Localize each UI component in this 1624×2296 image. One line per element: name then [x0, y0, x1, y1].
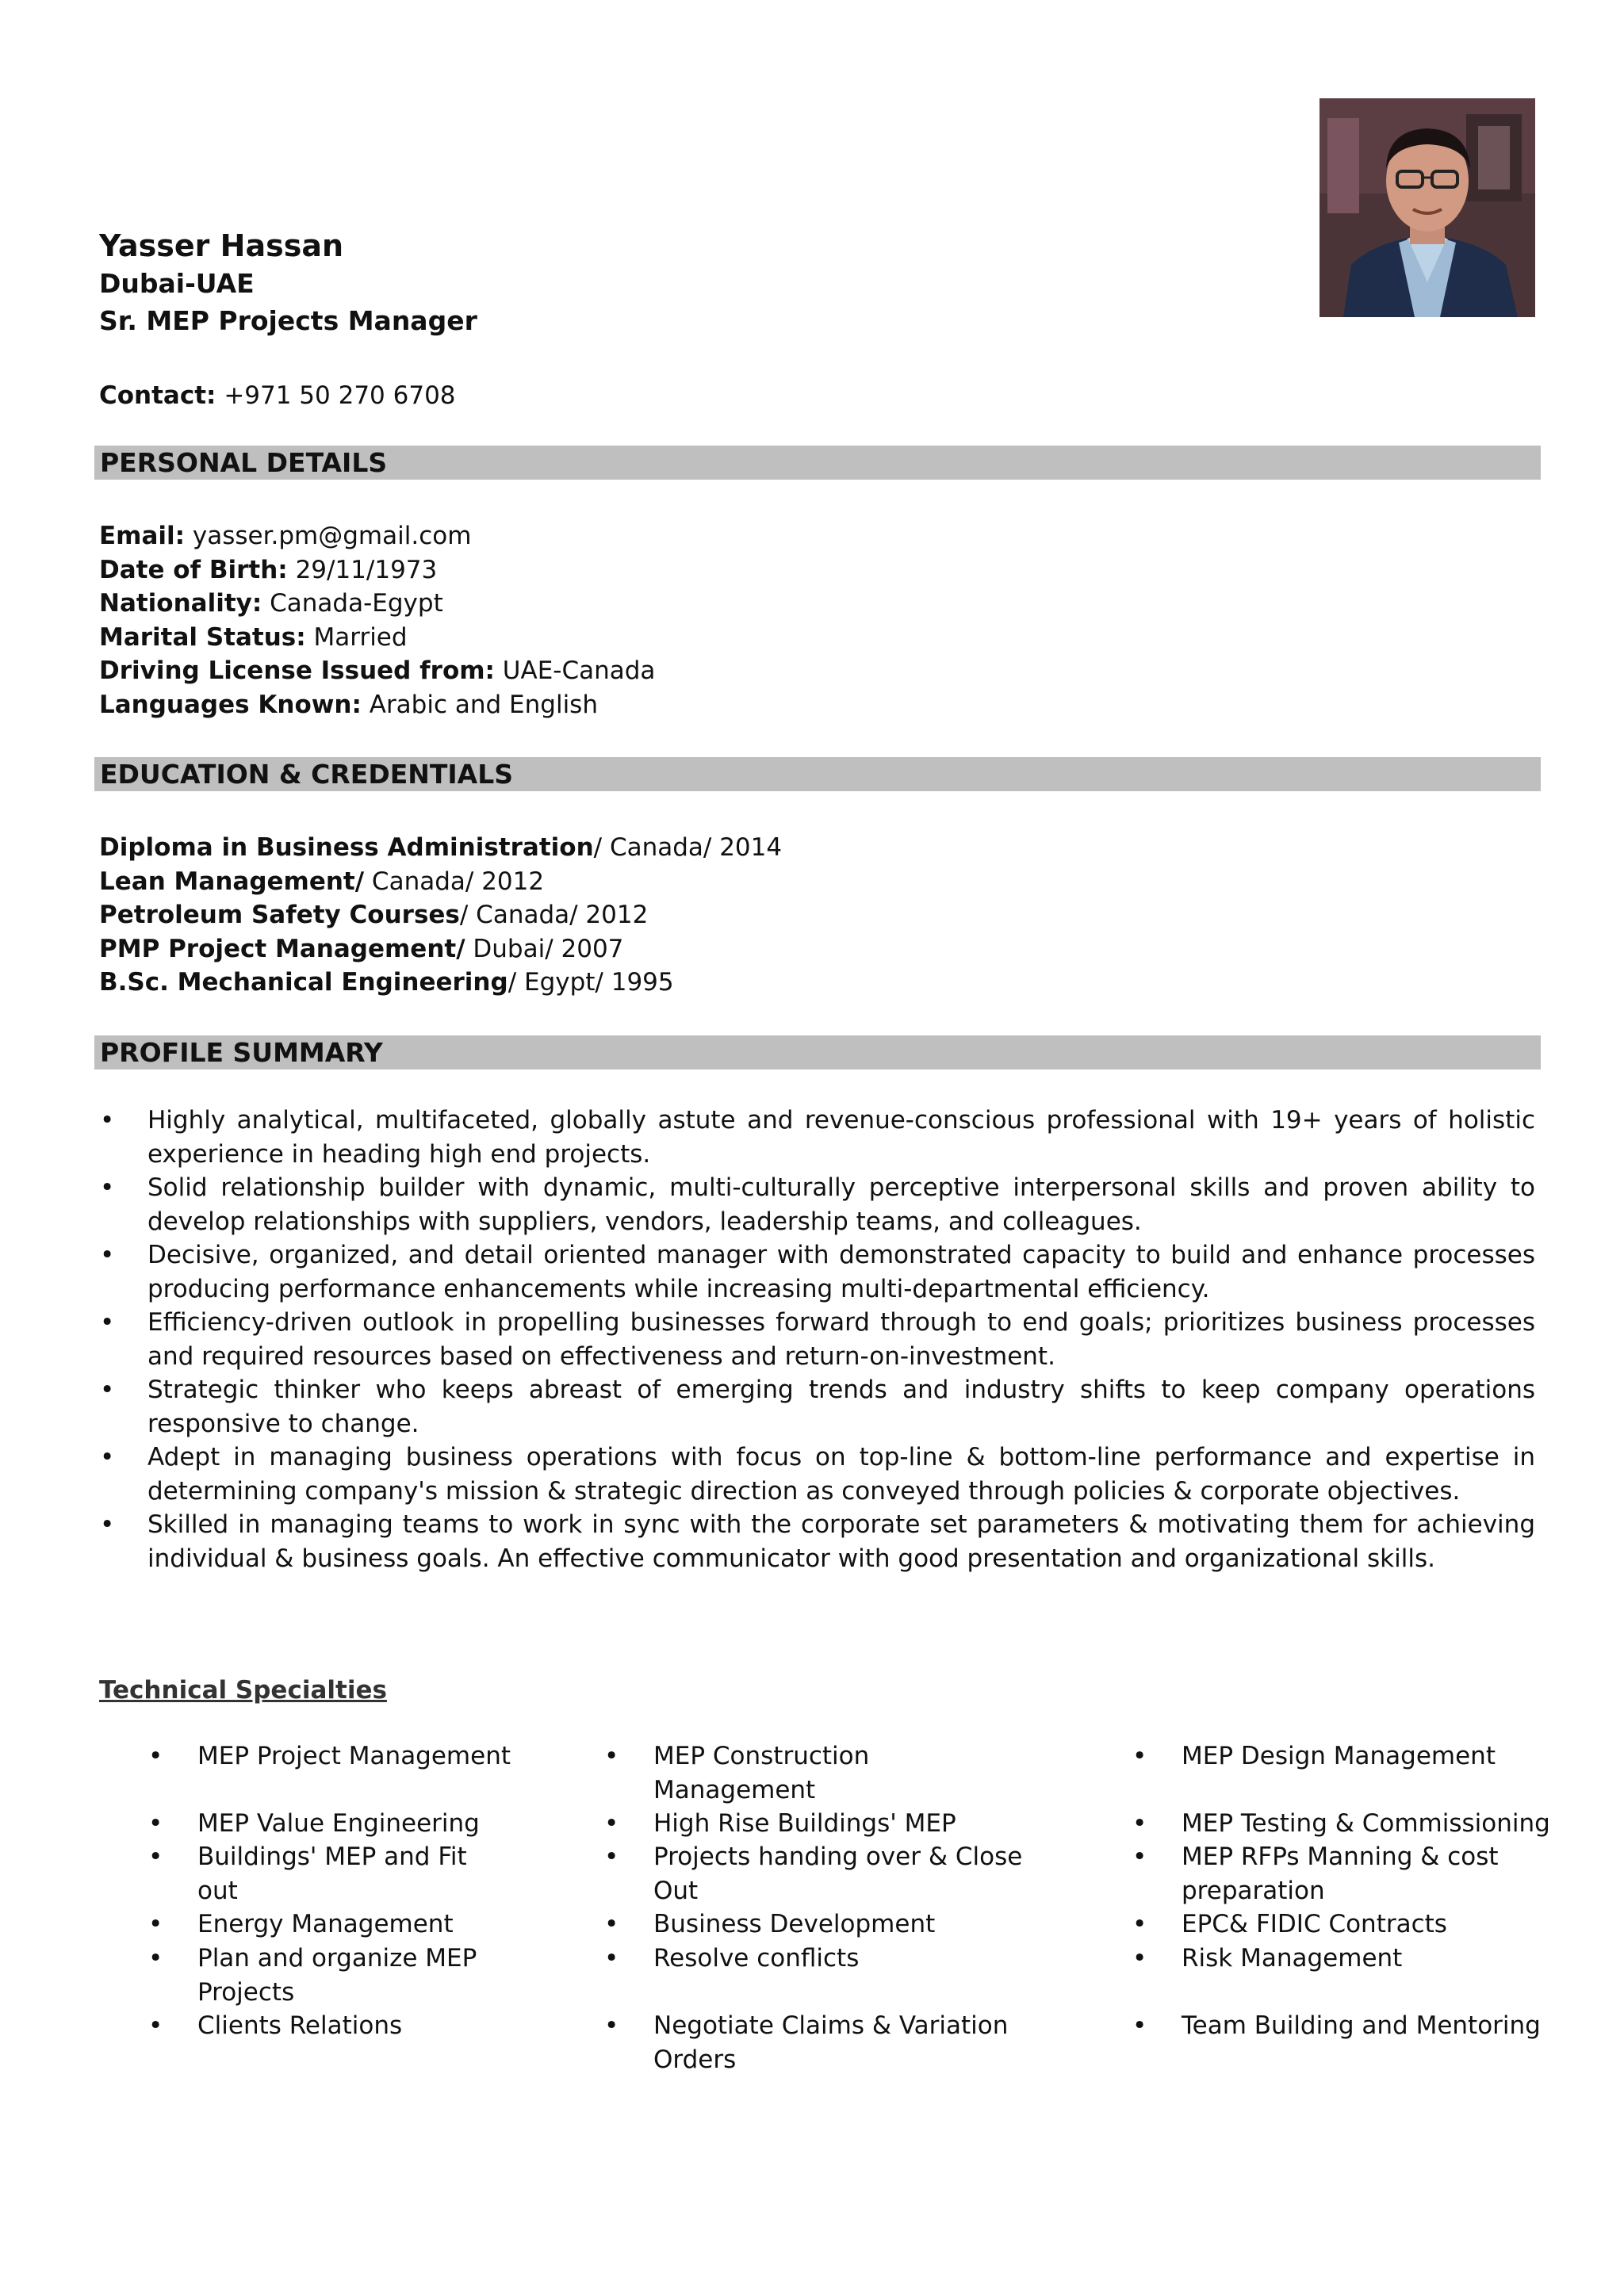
specialty-text: MEP Project Management [197, 1742, 511, 1770]
detail-value: 29/11/1973 [295, 555, 438, 584]
education-value: / Egypt/ 1995 [508, 968, 674, 997]
bullet-icon: • [100, 1241, 115, 1269]
detail-label: Nationality: [99, 589, 262, 618]
education-row [99, 932, 782, 966]
education-row [99, 966, 782, 1000]
specialty-text: MEP Design Management [1182, 1742, 1496, 1770]
bullet-icon: • [1132, 1910, 1147, 1938]
bullet-icon: • [604, 2011, 619, 2040]
bullet-icon: • [1132, 1843, 1147, 1871]
summary-item [99, 1238, 1535, 1306]
education-value: / Canada/ 2014 [593, 833, 783, 862]
detail-value: yasser.pm@gmail.com [192, 522, 472, 550]
specialty-text: MEP RFPs Manning & cost preparation [1182, 1843, 1499, 1905]
specialty-text: MEP Testing & Commissioning [1182, 1809, 1550, 1838]
education-row [99, 865, 782, 899]
profile-photo [1320, 98, 1535, 317]
specialty-item [148, 1807, 515, 1841]
bullet-icon: • [148, 1910, 163, 1938]
specialty-text: Risk Management [1182, 1944, 1403, 1973]
education-label: Petroleum Safety Courses [99, 901, 460, 929]
detail-row [99, 519, 655, 553]
specialty-text: MEP Construction Management [653, 1742, 870, 1804]
specialty-item [1132, 1942, 1624, 1976]
specialty-text: Plan and organize MEP Projects [197, 1944, 477, 2007]
detail-label: Driving License Issued from: [99, 656, 495, 685]
specialty-item [604, 1942, 1050, 1976]
specialty-item [1132, 1840, 1562, 1908]
bullet-icon: • [100, 1173, 115, 1202]
section-heading: PROFILE SUMMARY [100, 1037, 383, 1068]
detail-row [99, 654, 655, 688]
candidate-name: Yasser Hassan [99, 228, 344, 263]
detail-label: Email: [99, 522, 186, 550]
education-label: Diploma in Business Administration [99, 833, 594, 862]
candidate-location: Dubai-UAE [99, 268, 255, 299]
summary-item [99, 1373, 1535, 1441]
bullet-icon: • [1132, 1742, 1147, 1770]
detail-label: Languages Known: [99, 690, 362, 719]
contact-label: Contact: [99, 381, 216, 410]
summary-item [99, 1171, 1535, 1238]
specialty-item [604, 1908, 1050, 1942]
bullet-icon: • [604, 1910, 619, 1938]
specialty-item [604, 2009, 1066, 2076]
specialty-text: Team Building and Mentoring [1182, 2011, 1541, 2040]
specialty-text: Buildings' MEP and Fit out [197, 1843, 467, 1905]
education-value: Canada/ 2012 [364, 867, 545, 896]
summary-text: Adept in managing business operations with focus on top-line & bottom-line performance and expertise in determining company's mission & strategic direction as conveyed through policies & corporate objectives. [147, 1443, 1535, 1506]
specialty-item [604, 1840, 1050, 1908]
bullet-icon: • [148, 1944, 163, 1973]
specialty-text: Business Development [653, 1910, 936, 1938]
education-label: B.Sc. Mechanical Engineering [99, 968, 508, 997]
detail-row [99, 587, 655, 621]
detail-value: UAE-Canada [502, 656, 656, 685]
specialty-text: Clients Relations [197, 2011, 403, 2040]
summary-text: Efficiency-driven outlook in propelling businesses forward through to end goals; prioritizes business processes and required resources based on effectiveness and return-on-investment. [147, 1308, 1535, 1371]
detail-row [99, 688, 655, 722]
summary-text: Decisive, organized, and detail oriented manager with demonstrated capacity to build and enhance processes producing performance enhancements while increasing multi-departmental efficiency. [147, 1241, 1535, 1303]
specialty-text: Negotiate Claims & Variation Orders [653, 2011, 1009, 2074]
specialty-text: Projects handing over & Close Out [653, 1843, 1023, 1905]
bullet-icon: • [148, 1809, 163, 1838]
summary-item [99, 1508, 1535, 1575]
education-row [99, 898, 782, 932]
specialty-item [148, 1840, 515, 1908]
education-row [99, 831, 782, 865]
specialty-item [148, 1739, 515, 1774]
specialty-item [1132, 2009, 1624, 2043]
section-personal-details [94, 446, 1541, 480]
summary-text: Strategic thinker who keeps abreast of emerging trends and industry shifts to keep company operations responsive to change. [147, 1376, 1535, 1438]
personal-details-list [99, 519, 655, 721]
detail-value: Arabic and English [369, 690, 598, 719]
education-list [99, 831, 782, 1000]
education-value: / Canada/ 2012 [459, 901, 649, 929]
candidate-title: Sr. MEP Projects Manager [99, 305, 477, 336]
summary-text: Solid relationship builder with dynamic, multi-culturally perceptive interpersonal skills and proven ability to develop relationships with suppliers, vendors, leadership teams, and colleagues. [147, 1173, 1535, 1236]
summary-item [99, 1306, 1535, 1373]
bullet-icon: • [148, 1843, 163, 1871]
bullet-icon: • [604, 1809, 619, 1838]
summary-item [99, 1104, 1535, 1171]
education-label: PMP Project Management/ [99, 934, 465, 963]
section-heading: EDUCATION & CREDENTIALS [100, 759, 513, 790]
resume-header [99, 227, 477, 339]
specialty-item [604, 1739, 907, 1807]
detail-label: Date of Birth: [99, 555, 288, 584]
specialty-text: EPC& FIDIC Contracts [1182, 1910, 1447, 1938]
bullet-icon: • [148, 1742, 163, 1770]
bullet-icon: • [1132, 2011, 1147, 2040]
bullet-icon: • [100, 1106, 115, 1135]
bullet-icon: • [100, 1376, 115, 1404]
section-heading: PERSONAL DETAILS [100, 447, 388, 478]
section-education [94, 757, 1541, 791]
education-value: Dubai/ 2007 [465, 934, 624, 963]
specialty-item [148, 1942, 515, 2009]
specialty-text: MEP Value Engineering [197, 1809, 480, 1838]
detail-value: Canada-Egypt [270, 589, 443, 618]
bullet-icon: • [1132, 1944, 1147, 1973]
detail-label: Marital Status: [99, 622, 306, 652]
bullet-icon: • [100, 1510, 115, 1539]
bullet-icon: • [1132, 1809, 1147, 1838]
profile-summary-list [99, 1104, 1535, 1575]
bullet-icon: • [604, 1742, 619, 1770]
specialty-text: High Rise Buildings' MEP [653, 1809, 956, 1838]
bullet-icon: • [604, 1843, 619, 1871]
specialty-item [1132, 1739, 1624, 1774]
bullet-icon: • [148, 2011, 163, 2040]
specialty-text: Energy Management [197, 1910, 454, 1938]
summary-text: Skilled in managing teams to work in sync with the corporate set parameters & motivating them for achieving individual & business goals. An effective communicator with good presentation and organizational skills. [147, 1510, 1535, 1573]
specialty-item [148, 1908, 515, 1942]
summary-item [99, 1441, 1535, 1508]
summary-text: Highly analytical, multifaceted, globally astute and revenue-conscious professional with 19+ years of holistic experience in heading high end projects. [147, 1106, 1535, 1169]
bullet-icon: • [604, 1944, 619, 1973]
detail-row [99, 553, 655, 587]
bullet-icon: • [100, 1308, 115, 1337]
education-label: Lean Management/ [99, 867, 365, 896]
specialty-item [604, 1807, 1050, 1841]
specialty-item [1132, 1807, 1624, 1841]
technical-specialties-heading: Technical Specialties [99, 1676, 387, 1705]
specialty-text: Resolve conflicts [653, 1944, 860, 1973]
specialty-item [148, 2009, 515, 2043]
detail-value: Married [313, 622, 408, 652]
detail-row [99, 621, 655, 655]
contact-line [99, 379, 456, 412]
bullet-icon: • [100, 1443, 115, 1471]
contact-value: +971 50 270 6708 [224, 381, 456, 410]
section-profile-summary [94, 1035, 1541, 1070]
specialty-item [1132, 1908, 1624, 1942]
